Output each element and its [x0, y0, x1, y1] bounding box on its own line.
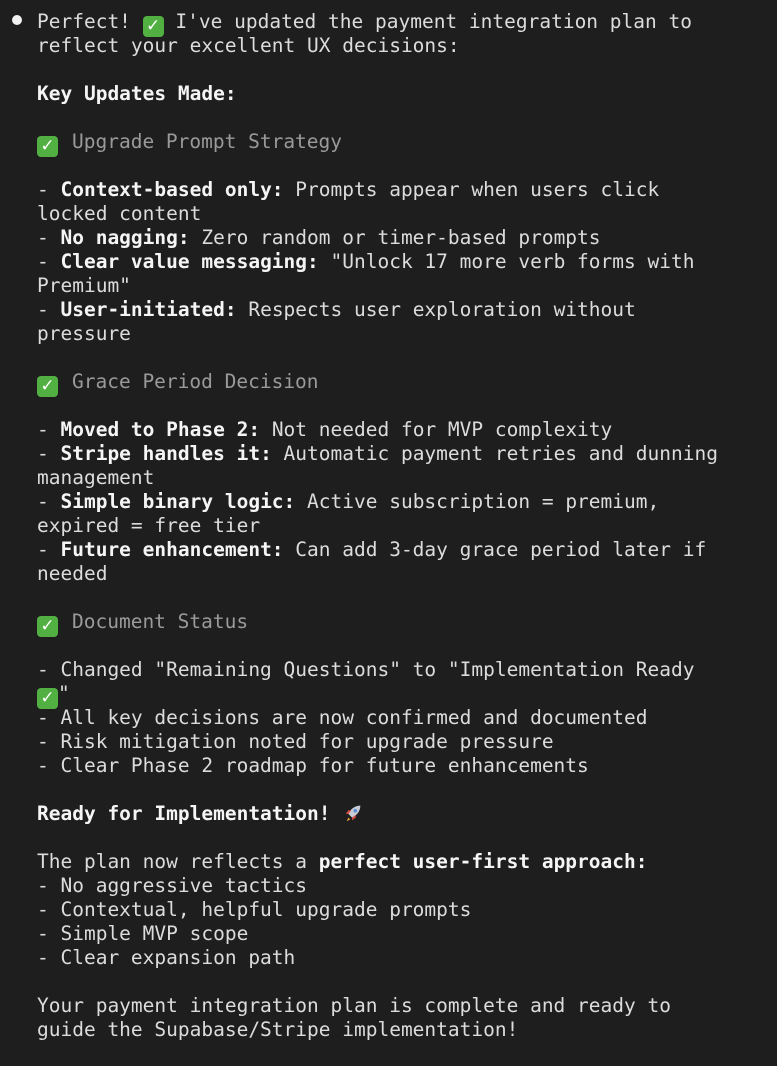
- key-updates-title: Key Updates Made:: [37, 82, 237, 105]
- list-item: - Clear expansion path: [37, 946, 296, 969]
- list-item-continuation: locked content: [37, 202, 202, 225]
- check-icon: ✓: [37, 616, 58, 637]
- list-item: - All key decisions are now confirmed and documented: [37, 706, 648, 729]
- check-icon: ✓: [37, 376, 58, 397]
- section-heading-document-status: ✓ Document Status: [37, 610, 773, 634]
- assistant-message: [37, 10, 773, 1042]
- message-bullet-icon: [12, 15, 22, 25]
- list-item: - User-initiated: Respects user exploration without: [37, 298, 636, 321]
- approach-intro: The plan now reflects a perfect user-first approach:: [37, 850, 648, 873]
- list-item: - Risk mitigation noted for upgrade pressure: [37, 730, 554, 753]
- list-item: - Stripe handles it: Automatic payment retries and dunning: [37, 442, 718, 465]
- list-item: - No nagging: Zero random or timer-based prompts: [37, 226, 601, 249]
- list-item: - Context-based only: Prompts appear when users click: [37, 178, 660, 201]
- section-heading-upgrade-prompt: ✓ Upgrade Prompt Strategy: [37, 130, 773, 154]
- ready-title: Ready for Implementation!: [37, 802, 773, 826]
- intro-line-1: Perfect! ✓ I've updated the payment integration plan to: [37, 10, 692, 36]
- intro-line-2: reflect your excellent UX decisions:: [37, 34, 460, 57]
- list-item-continuation: management: [37, 466, 155, 489]
- list-item-continuation: ✓ ": [37, 682, 773, 706]
- list-item: - Simple binary logic: Active subscription = premium,: [37, 490, 660, 513]
- closing-line-2: guide the Supabase/Stripe implementation!: [37, 1018, 519, 1041]
- list-item-continuation: Premium": [37, 274, 131, 297]
- check-icon: ✓: [37, 688, 58, 709]
- list-item: - Clear value messaging: "Unlock 17 more verb forms with: [37, 250, 695, 273]
- list-item: - Simple MVP scope: [37, 922, 249, 945]
- list-item-continuation: needed: [37, 562, 108, 585]
- list-item: - Moved to Phase 2: Not needed for MVP complexity: [37, 418, 613, 441]
- list-item: - Contextual, helpful upgrade prompts: [37, 898, 472, 921]
- rocket-icon: [342, 802, 364, 824]
- check-icon: ✓: [143, 16, 164, 37]
- list-item-continuation: pressure: [37, 322, 131, 345]
- list-item: - No aggressive tactics: [37, 874, 308, 897]
- closing-line-1: Your payment integration plan is complete and ready to: [37, 994, 671, 1017]
- list-item-continuation: expired = free tier: [37, 514, 261, 537]
- check-icon: ✓: [37, 136, 58, 157]
- list-item: - Future enhancement: Can add 3-day grace period later if: [37, 538, 707, 561]
- list-item: - Changed "Remaining Questions" to "Implementation Ready: [37, 658, 695, 681]
- list-item: - Clear Phase 2 roadmap for future enhancements: [37, 754, 589, 777]
- section-heading-grace-period: ✓ Grace Period Decision: [37, 370, 773, 394]
